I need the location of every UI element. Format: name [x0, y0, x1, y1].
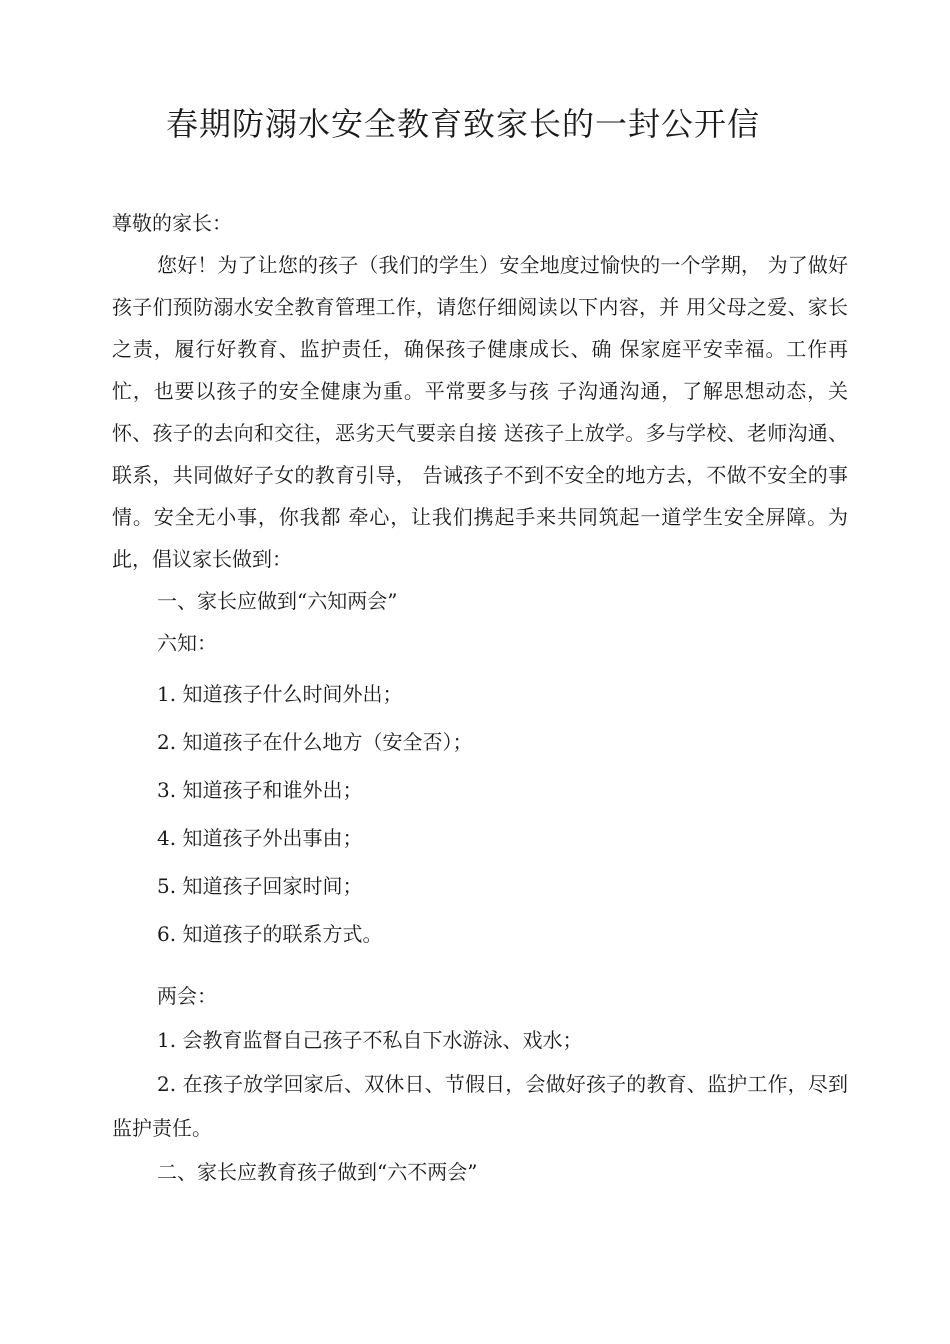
- six-know-heading: 六知：: [157, 631, 217, 655]
- two-can-heading: 两会：: [157, 984, 217, 1008]
- list-item: 3. 知道孩子和谁外出；: [157, 778, 363, 802]
- section2-heading: 二、家长应教育孩子做到“六不两会”: [157, 1160, 478, 1184]
- list-item: 4. 知道孩子外出事由；: [157, 826, 363, 850]
- six-know-list: [112, 670, 848, 958]
- document-title: 春期防溺水安全教育致家长的一封公开信: [165, 105, 760, 143]
- list-item: 6. 知道孩子的联系方式。: [157, 922, 383, 946]
- list-item: 1. 会教育监督自己孩子不私自下水游泳、戏水；: [157, 1028, 583, 1052]
- list-item: 5. 知道孩子回家时间；: [157, 874, 363, 898]
- salutation: 尊敬的家长：: [112, 211, 232, 235]
- list-item: 2. 知道孩子在什么地方（安全否）；: [157, 730, 473, 754]
- list-item: 1. 知道孩子什么时间外出；: [157, 682, 403, 706]
- intro-paragraph: 您好！为了让您的孩子（我们的学生）安全地度过愉快的一个学期， 为了做好孩子们预防溺水安全教育管理工作，请您仔细阅读以下内容，并 用父母之爱、家长之责，履行好教育、监护责任，确保孩子健康成长、确 保家庭平安幸福。工作再忙，也要以孩子的安全健康为重。平常要多与孩 子沟通沟通，了解思想动态，关怀、孩子的去向和交往，恶劣天气要亲自接 送孩子上放学。多与学校、老师沟通、联系，共同做好子女的教育引导， 告诫孩子不到不安全的地方去，不做不安全的事情。安全无小事，你我都 牵心，让我们携起手来共同筑起一道学生安全屏障。为此，倡议家长做到：: [112, 253, 848, 571]
- letter-body: [112, 202, 848, 1194]
- spacer: [112, 958, 848, 974]
- list-item: 2. 在孩子放学回家后、双休日、节假日，会做好孩子的教育、监护工作，尽到监护责任。: [112, 1072, 848, 1140]
- section1-heading: 一、家长应做到“六知两会”: [157, 589, 398, 613]
